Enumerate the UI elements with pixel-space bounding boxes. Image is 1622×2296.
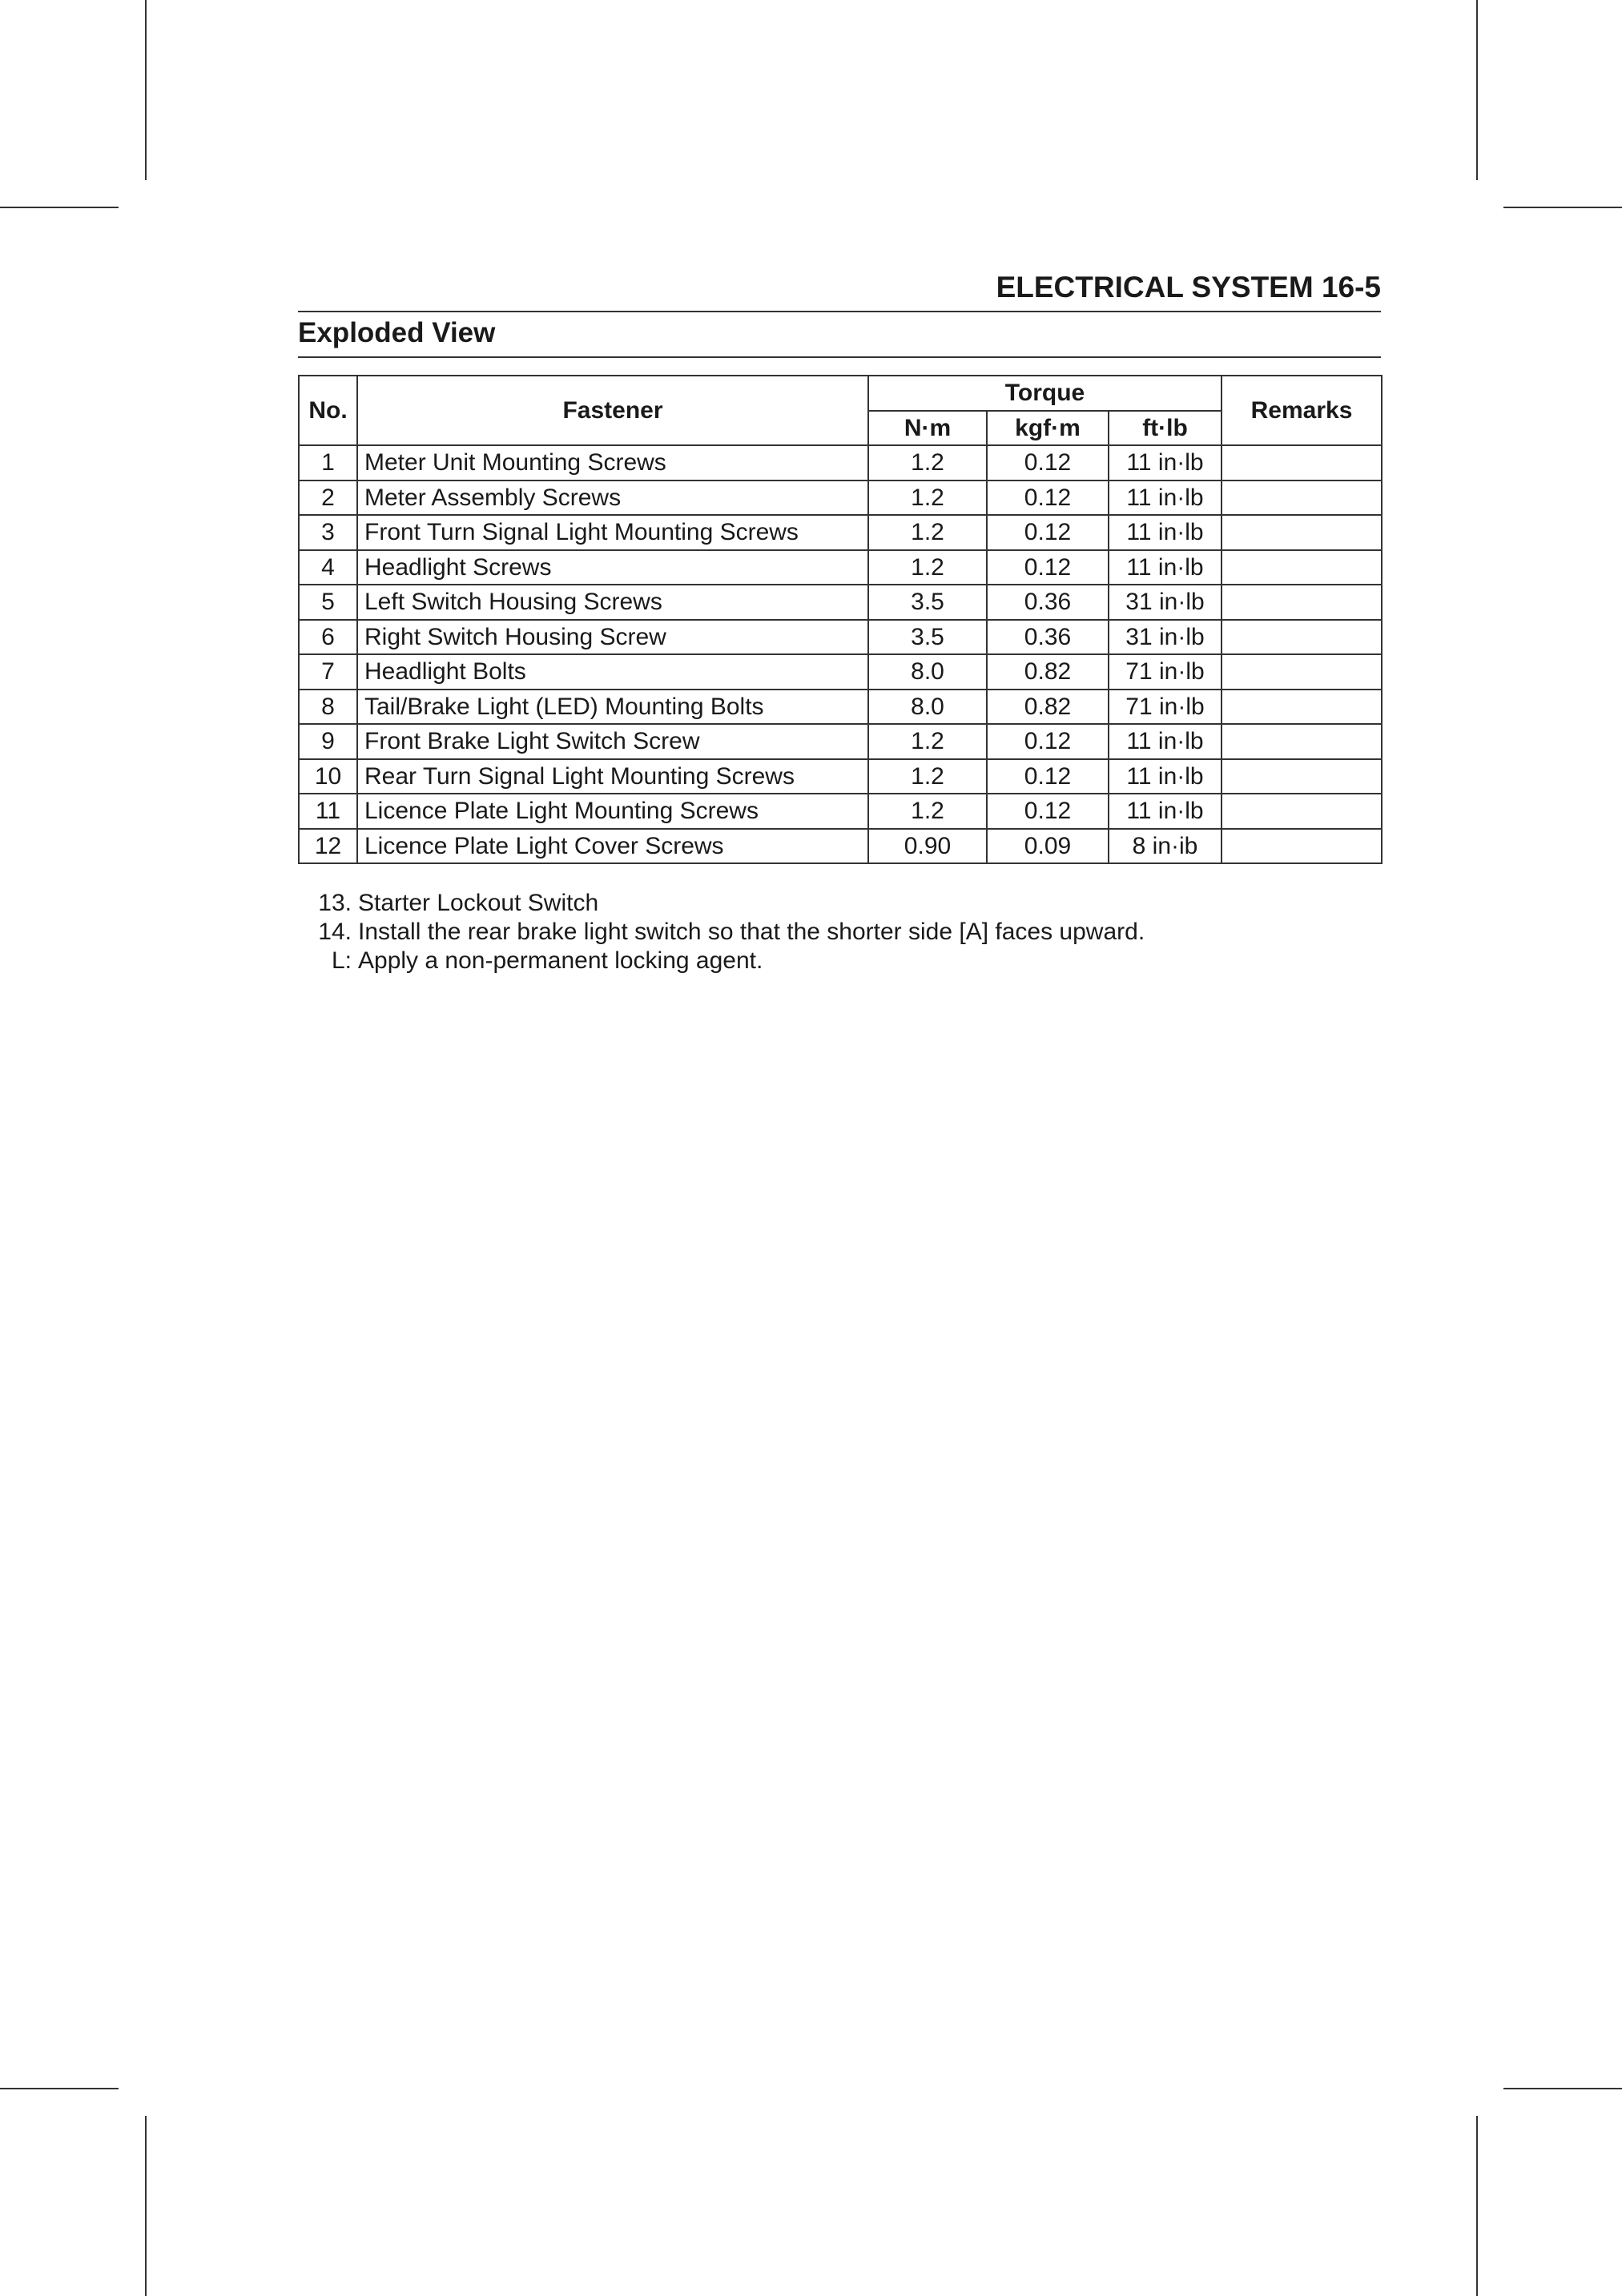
crop-mark bbox=[1503, 207, 1622, 208]
header-kgfm: kgf·m bbox=[987, 411, 1109, 446]
cell-nm: 3.5 bbox=[868, 620, 987, 655]
cell-fastener: Front Turn Signal Light Mounting Screws bbox=[357, 515, 868, 550]
cell-nm: 8.0 bbox=[868, 690, 987, 725]
cell-fastener: Headlight Screws bbox=[357, 550, 868, 585]
cell-ftlb: 71 in·lb bbox=[1109, 654, 1222, 690]
header-remarks: Remarks bbox=[1222, 376, 1382, 445]
cell-nm: 1.2 bbox=[868, 794, 987, 829]
cell-ftlb: 11 in·lb bbox=[1109, 724, 1222, 759]
cell-ftlb: 11 in·lb bbox=[1109, 794, 1222, 829]
page-title: ELECTRICAL SYSTEM 16-5 bbox=[996, 271, 1381, 304]
note-mark: 13. bbox=[318, 890, 352, 916]
cell-remarks bbox=[1222, 550, 1382, 585]
cell-fastener: Rear Turn Signal Light Mounting Screws bbox=[357, 759, 868, 794]
cell-fastener: Meter Unit Mounting Screws bbox=[357, 445, 868, 481]
cell-no: 1 bbox=[299, 445, 357, 481]
cell-fastener: Meter Assembly Screws bbox=[357, 481, 868, 516]
header-no: No. bbox=[299, 376, 357, 445]
cell-fastener: Licence Plate Light Cover Screws bbox=[357, 829, 868, 864]
crop-mark bbox=[1503, 2088, 1622, 2089]
cell-ftlb: 8 in·ib bbox=[1109, 829, 1222, 864]
table-row bbox=[299, 654, 1382, 690]
table-row bbox=[299, 550, 1382, 585]
cell-remarks bbox=[1222, 690, 1382, 725]
cell-remarks bbox=[1222, 620, 1382, 655]
cell-ftlb: 11 in·lb bbox=[1109, 481, 1222, 516]
section-header bbox=[298, 312, 1381, 358]
cell-remarks bbox=[1222, 829, 1382, 864]
cell-nm: 1.2 bbox=[868, 445, 987, 481]
cell-no: 12 bbox=[299, 829, 357, 864]
header-torque: Torque bbox=[868, 376, 1222, 411]
cell-nm: 1.2 bbox=[868, 759, 987, 794]
cell-ftlb: 11 in·lb bbox=[1109, 550, 1222, 585]
header-ftlb: ft·lb bbox=[1109, 411, 1222, 446]
cell-kgfm: 0.12 bbox=[987, 724, 1109, 759]
cell-remarks bbox=[1222, 794, 1382, 829]
cell-kgfm: 0.12 bbox=[987, 515, 1109, 550]
table-row bbox=[299, 690, 1382, 725]
crop-mark bbox=[0, 2088, 119, 2089]
cell-no: 11 bbox=[299, 794, 357, 829]
cell-kgfm: 0.09 bbox=[987, 829, 1109, 864]
note-item bbox=[298, 947, 1381, 975]
crop-mark bbox=[1476, 2116, 1478, 2296]
note-mark: L: bbox=[331, 947, 352, 974]
cell-remarks bbox=[1222, 585, 1382, 620]
table-row bbox=[299, 759, 1382, 794]
cell-kgfm: 0.82 bbox=[987, 654, 1109, 690]
cell-remarks bbox=[1222, 654, 1382, 690]
note-text: Apply a non-permanent locking agent. bbox=[358, 947, 763, 974]
cell-fastener: Tail/Brake Light (LED) Mounting Bolts bbox=[357, 690, 868, 725]
table-row bbox=[299, 445, 1382, 481]
cell-kgfm: 0.36 bbox=[987, 585, 1109, 620]
cell-no: 9 bbox=[299, 724, 357, 759]
cell-no: 6 bbox=[299, 620, 357, 655]
cell-kgfm: 0.12 bbox=[987, 759, 1109, 794]
cell-nm: 3.5 bbox=[868, 585, 987, 620]
header-nm: N·m bbox=[868, 411, 987, 446]
table-row bbox=[299, 794, 1382, 829]
cell-no: 4 bbox=[299, 550, 357, 585]
crop-mark bbox=[0, 207, 119, 208]
section-title: Exploded View bbox=[298, 317, 496, 348]
cell-nm: 0.90 bbox=[868, 829, 987, 864]
cell-ftlb: 11 in·lb bbox=[1109, 445, 1222, 481]
table-body bbox=[299, 445, 1382, 863]
page-header bbox=[298, 264, 1381, 312]
crop-mark bbox=[145, 2116, 147, 2296]
notes-list bbox=[298, 889, 1381, 975]
cell-kgfm: 0.36 bbox=[987, 620, 1109, 655]
cell-no: 7 bbox=[299, 654, 357, 690]
cell-fastener: Left Switch Housing Screws bbox=[357, 585, 868, 620]
cell-fastener: Right Switch Housing Screw bbox=[357, 620, 868, 655]
table-row bbox=[299, 585, 1382, 620]
cell-nm: 1.2 bbox=[868, 481, 987, 516]
cell-ftlb: 71 in·lb bbox=[1109, 690, 1222, 725]
cell-kgfm: 0.82 bbox=[987, 690, 1109, 725]
cell-remarks bbox=[1222, 759, 1382, 794]
cell-nm: 1.2 bbox=[868, 515, 987, 550]
cell-nm: 1.2 bbox=[868, 724, 987, 759]
cell-fastener: Headlight Bolts bbox=[357, 654, 868, 690]
cell-ftlb: 31 in·lb bbox=[1109, 620, 1222, 655]
note-mark: 14. bbox=[318, 919, 352, 945]
torque-table bbox=[298, 375, 1383, 864]
cell-no: 3 bbox=[299, 515, 357, 550]
cell-kgfm: 0.12 bbox=[987, 794, 1109, 829]
crop-mark bbox=[1476, 0, 1478, 180]
cell-no: 8 bbox=[299, 690, 357, 725]
crop-mark bbox=[145, 0, 147, 180]
cell-no: 10 bbox=[299, 759, 357, 794]
cell-remarks bbox=[1222, 724, 1382, 759]
table-row bbox=[299, 515, 1382, 550]
cell-fastener: Licence Plate Light Mounting Screws bbox=[357, 794, 868, 829]
cell-kgfm: 0.12 bbox=[987, 550, 1109, 585]
note-item bbox=[298, 918, 1381, 947]
cell-kgfm: 0.12 bbox=[987, 481, 1109, 516]
cell-ftlb: 11 in·lb bbox=[1109, 759, 1222, 794]
note-text: Starter Lockout Switch bbox=[358, 890, 599, 916]
note-item bbox=[298, 889, 1381, 918]
table-row bbox=[299, 620, 1382, 655]
cell-remarks bbox=[1222, 481, 1382, 516]
cell-nm: 1.2 bbox=[868, 550, 987, 585]
table-row bbox=[299, 481, 1382, 516]
header-fastener: Fastener bbox=[357, 376, 868, 445]
cell-ftlb: 11 in·lb bbox=[1109, 515, 1222, 550]
cell-no: 2 bbox=[299, 481, 357, 516]
cell-remarks bbox=[1222, 445, 1382, 481]
cell-kgfm: 0.12 bbox=[987, 445, 1109, 481]
table-row bbox=[299, 829, 1382, 864]
cell-ftlb: 31 in·lb bbox=[1109, 585, 1222, 620]
cell-no: 5 bbox=[299, 585, 357, 620]
note-text: Install the rear brake light switch so that the shorter side [A] faces upward. bbox=[358, 919, 1145, 945]
table-row bbox=[299, 724, 1382, 759]
cell-nm: 8.0 bbox=[868, 654, 987, 690]
cell-remarks bbox=[1222, 515, 1382, 550]
cell-fastener: Front Brake Light Switch Screw bbox=[357, 724, 868, 759]
